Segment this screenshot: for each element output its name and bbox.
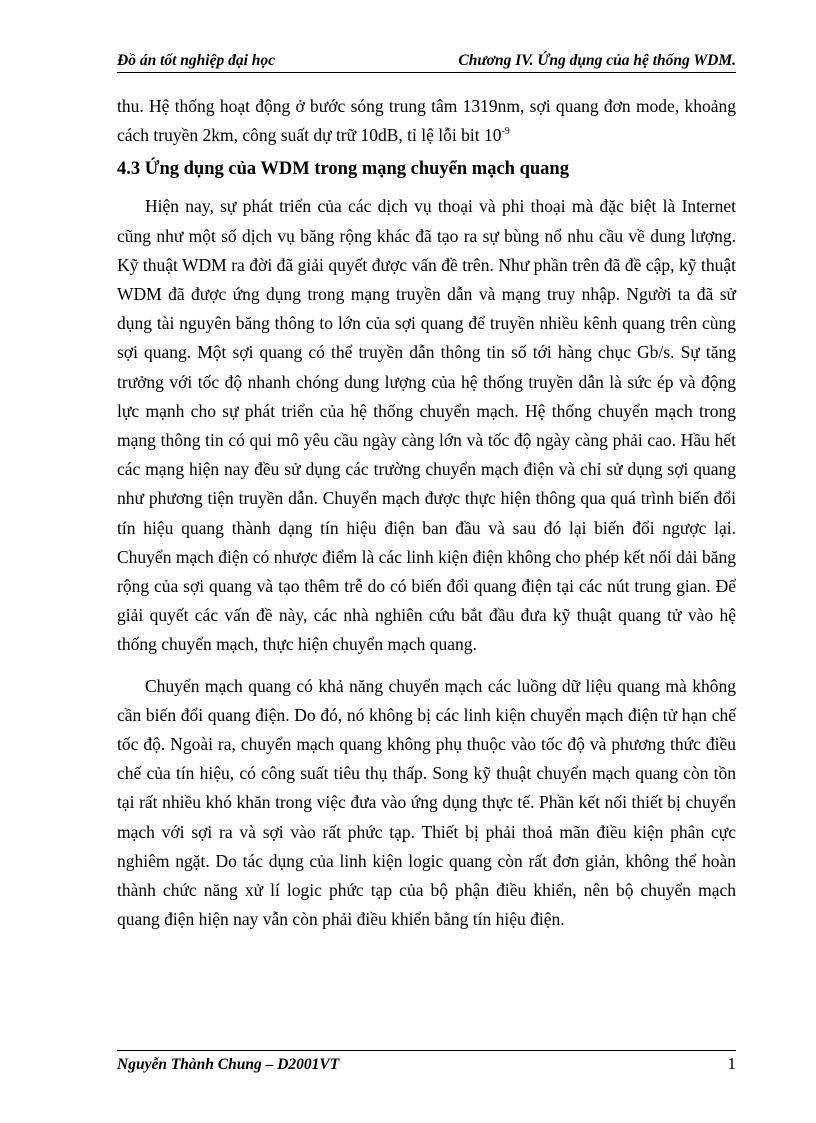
paragraph-1: Hiện nay, sự phát triển của các dịch vụ thoại và phi thoại mà đặc biệt là Internet cũng như một số dịch vụ băng rộng khác đã tạo ra sự bùng nổ nhu cầu về dung lượng. Kỹ thuật WDM ra đời đã giải quyết được vấn đề trên. Như phần trên đã đề cập, kỹ thuật WDM đã được ứng dụng trong mạng truyền dẫn và mạng truy nhập. Người ta đã sử dụng tài nguyên băng thông to lớn của sợi quang để truyền nhiều kênh quang trên cùng sợi quang. Một sợi quang có thể truyền dẫn thông tin số tới hàng chục Gb/s. Sự tăng trưởng với tốc độ nhanh chóng dung lượng của hệ thống truyền dẫn là sức ép và động lực mạnh cho sự phát triển của hệ thống chuyển mạch. Hệ thống chuyển mạch trong mạng thông tin có qui mô yêu cầu ngày càng lớn và tốc độ ngày càng phải cao. Hầu hết các mạng hiện nay đều sử dụng các trường chuyển mạch điện và chỉ sử dụng sợi quang như phương tiện truyền dẫn. Chuyển mạch được thực hiện thông qua quá trình biến đổi tín hiệu quang thành dạng tín hiệu điện ban đầu và sau đó lại biến đổi ngược lại. Chuyển mạch điện có nhược điểm là các linh kiện điện không cho phép kết nối dải băng rộng của sợi quang và tạo thêm trễ do có biến đổi quang điện tại các nút trung gian. Để giải quyết các vấn đề này, các nhà nghiên cứu bắt đầu đưa kỹ thuật quang tử vào hệ thống chuyển mạch, thực hiện chuyển mạch quang. — [117, 196, 736, 655]
page-number: 1 — [727, 1054, 736, 1073]
intro-exponent: -9 — [501, 126, 510, 138]
header-document-title: Đồ án tốt nghiệp đại học — [117, 52, 276, 69]
paragraph-2: Chuyển mạch quang có khả năng chuyển mạch các luồng dữ liệu quang mà không cần biến đổi quang điện. Do đó, nó không bị các linh kiện chuyển mạch điện tử hạn chế tốc độ. Ngoài ra, chuyển mạch quang không phụ thuộc vào tốc độ và phương thức điều chế của tín hiệu, có công suất tiêu thụ thấp. Song kỹ thuật chuyển mạch quang còn tồn tại rất nhiều khó khăn trong việc đưa vào ứng dụng thực tế. Phần kết nối thiết bị chuyển mạch với sợi ra và sợi vào rất phức tạp. Thiết bị phải thoả mãn điều kiện phân cực nghiêm ngặt. Do tác dụng của linh kiện logic quang còn rất đơn giản, không thể hoàn thành chức năng xử lí logic phức tạp của bộ phận điều khiển, nên bộ chuyển mạch quang điện hiện nay vẫn còn phải điều khiển bằng tín hiệu điện. — [117, 675, 736, 930]
body-content — [117, 92, 736, 934]
paragraph-gap — [117, 660, 736, 672]
page-header — [117, 50, 736, 73]
section-heading: 4.3 Ứng dụng của WDM trong mạng chuyển mạch quang — [117, 159, 569, 180]
intro-paragraph — [117, 92, 736, 150]
header-chapter-title: Chương IV. Ứng dụng của hệ thống WDM. — [458, 52, 736, 69]
intro-text: thu. Hệ thống hoạt động ở bước sóng trung tâm 1319nm, sợi quang đơn mode, khoảng cách truyền 2km, công suất dự trữ 10dB, tỉ lệ lỗi bit 10 — [117, 96, 736, 146]
page-footer — [117, 1050, 736, 1073]
footer-author: Nguyễn Thành Chung – D2001VT — [117, 1056, 340, 1073]
